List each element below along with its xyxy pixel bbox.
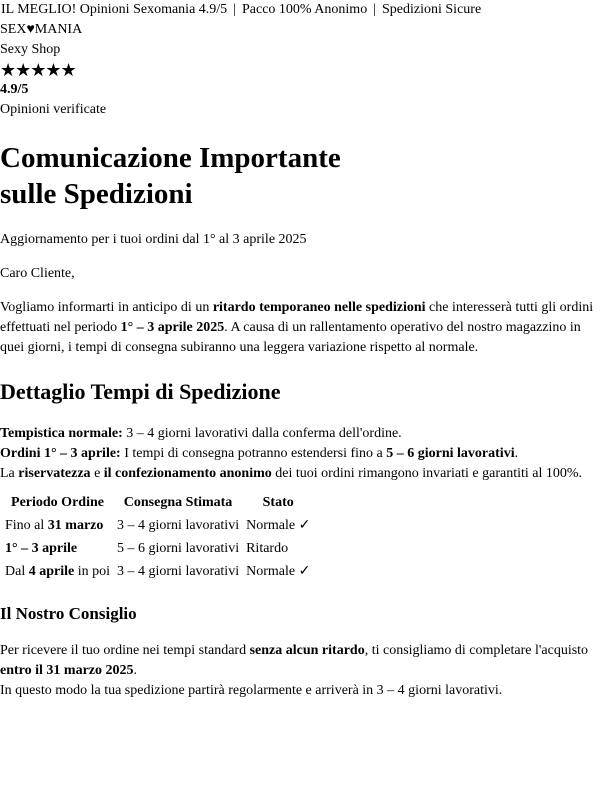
shipping-details-heading-text: Dettaglio Tempi di Spedizione (0, 379, 281, 404)
separator: | (233, 2, 236, 17)
period-date: 1° – 3 aprile (5, 541, 78, 556)
shipping-times-table (0, 490, 315, 585)
notice-body-text: Vogliamo informarti in anticipo di un (0, 300, 213, 315)
list-item-emphasis: riservatezza (18, 466, 91, 481)
status-cell: Normale ✓ (246, 564, 311, 579)
secure-shipping-announcement: Spedizioni Sicure (382, 2, 482, 17)
advice-heading-text: Il Nostro Consiglio (0, 604, 137, 623)
top-announcement-bar (0, 0, 600, 20)
table-header-row (3, 493, 312, 513)
column-header-period: Periodo Ordine (11, 495, 104, 510)
table-row (3, 516, 312, 536)
separator: | (373, 2, 377, 17)
advice-text-part: , ti consigliamo di completare l'acquisto (364, 643, 589, 658)
advice-deadline: entro il 31 marzo 2025 (0, 663, 134, 678)
page-title (0, 140, 600, 212)
column-header-delivery: Consegna Stimata (123, 495, 233, 510)
rating-score: 4.9/5 (0, 82, 29, 97)
brand-tagline: Sexy Shop (0, 42, 61, 57)
list-item-label: Tempistica normale: (0, 426, 123, 441)
period-date: 31 marzo (47, 518, 104, 533)
period-date: 4 aprile (28, 564, 75, 579)
notice-body-text: . A causa di un rallentamento operativo del nostro magazzino in quei giorni, i tempi di consegna subiranno una leggera variazione rispetto al normale. (0, 320, 581, 355)
period-cell (3, 562, 112, 582)
delivery-cell: 3 – 4 giorni lavorativi (117, 518, 240, 533)
advice-text-part: Per ricevere il tuo ordine nei tempi standard (0, 643, 250, 658)
period-text: Fino al (5, 518, 48, 533)
brand-logo[interactable] (0, 20, 600, 40)
advice-text (0, 641, 600, 701)
list-item-text: . (514, 446, 519, 461)
rating-stars: ★★★★★ (0, 60, 76, 80)
status-cell: Ritardo (246, 541, 289, 556)
table-row (3, 539, 312, 559)
list-item-emphasis: 5 – 6 giorni lavorativi (386, 446, 515, 461)
shipping-details-heading (0, 378, 600, 406)
rating-label: Opinioni verificate (0, 102, 107, 117)
period-cell (3, 516, 112, 536)
anonymous-package-announcement: Pacco 100% Anonimo (241, 2, 368, 17)
status-cell: Normale ✓ (246, 518, 311, 533)
list-item (0, 444, 600, 464)
brand-name-suffix: MANIA (34, 22, 83, 37)
advice-emphasis: senza alcun ritardo (249, 643, 365, 658)
delivery-cell: 3 – 4 giorni lavorativi (117, 564, 240, 579)
brand-name-prefix: SEX (0, 22, 27, 37)
list-item (0, 424, 600, 444)
notice-body (0, 298, 600, 358)
page-title-line1: Comunicazione Importante (0, 142, 341, 174)
heart-icon: ♥ (26, 22, 35, 37)
notice-subtitle: Aggiornamento per i tuoi ordini dal 1° al 3 aprile 2025 (0, 232, 307, 247)
list-item-text: I tempi di consegna potranno estendersi fino a (120, 446, 387, 461)
greeting: Caro Cliente, (0, 266, 75, 281)
notice-body-text: che interesserà tutti gli ordini effettuati nel periodo (0, 300, 594, 335)
list-item-text: La (0, 466, 19, 481)
advice-text-part: . (133, 663, 137, 678)
period-text: Dal (5, 564, 29, 579)
delivery-cell: 5 – 6 giorni lavorativi (117, 541, 240, 556)
shipping-details-list (0, 424, 600, 484)
advice-heading (0, 603, 600, 625)
period-text: in poi (74, 564, 110, 579)
list-item-text: dei tuoi ordini rimangono invariati e garantiti al 100%. (271, 466, 583, 481)
notice-body-period: 1° – 3 aprile 2025 (120, 320, 225, 335)
page-title-line2: sulle Spedizioni (0, 178, 193, 210)
list-item-emphasis: il confezionamento anonimo (103, 466, 272, 481)
advice-text-part: In questo modo la tua spedizione partirà regolarmente e arriverà in 3 – 4 giorni lavorativi. (0, 683, 503, 698)
list-item-text: e (90, 466, 104, 481)
list-item-text: 3 – 4 giorni lavorativi dalla conferma dell'ordine. (122, 426, 402, 441)
rating-announcement: IL MEGLIO! Opinioni Sexomania 4.9/5 (1, 2, 228, 17)
column-header-status: Stato (262, 495, 294, 510)
period-cell (3, 539, 112, 559)
table-row (3, 562, 312, 582)
notice-body-emphasis: ritardo temporaneo nelle spedizioni (212, 300, 426, 315)
list-item-label: Ordini 1° – 3 aprile: (0, 446, 121, 461)
list-item (0, 464, 600, 484)
